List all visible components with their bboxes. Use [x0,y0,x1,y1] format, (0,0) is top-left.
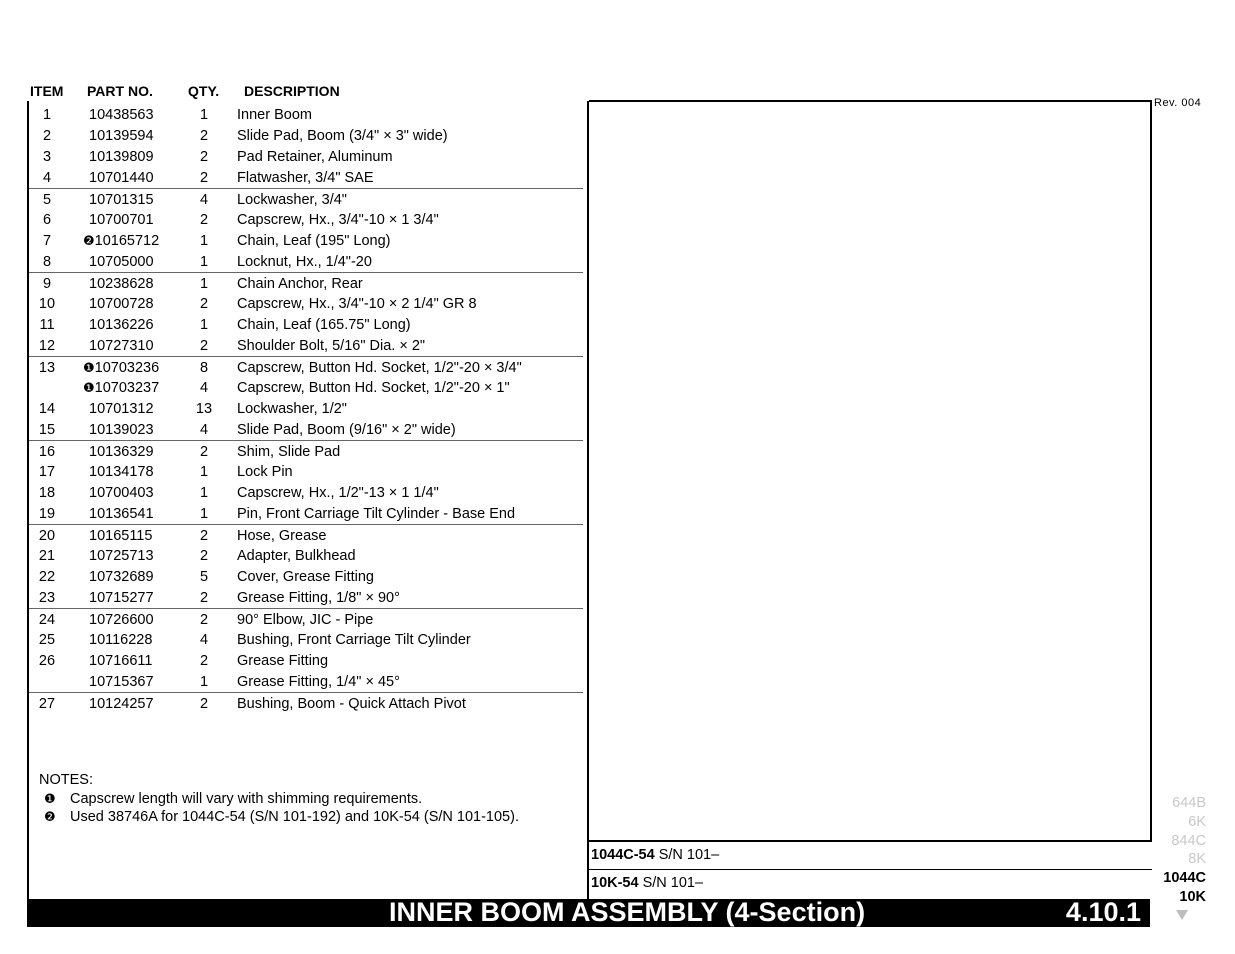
part-number: 10134178 [89,464,154,480]
item-cell: 2 [42,128,52,144]
model-6k: 6K [1188,814,1206,830]
qty-cell: 1 [199,674,209,690]
section-number: 4.10.1 [1065,897,1141,927]
table-row [29,377,583,398]
part-number-cell [89,317,154,333]
part-number-cell [89,192,154,208]
part-number-cell [89,528,152,544]
serial-divider [589,869,1152,870]
description-cell: Lockwasher, 1/2" [237,401,347,417]
note-2-text: Used 38746A for 1044C-54 (S/N 101-192) and 10K-54 (S/N 101-105). [70,809,519,825]
note-1 [44,791,422,807]
qty-cell: 1 [199,485,209,501]
item-cell: 19 [38,506,56,522]
part-number: 10116228 [89,632,153,648]
qty-cell: 1 [199,233,209,249]
part-number-cell [89,338,154,354]
description-cell: 90° Elbow, JIC - Pipe [237,612,374,628]
part-number: 10700403 [89,485,154,501]
serial-model-2: 10K-54 [591,875,639,891]
part-number-cell [89,444,154,460]
table-row [29,692,583,714]
table-row [29,545,583,566]
note-marker: ❶ [83,360,95,375]
part-number: 10165712 [94,233,160,249]
part-number: 10701315 [89,192,154,208]
serial-sn-2: S/N 101– [642,875,704,891]
item-cell: 4 [42,170,52,186]
description-cell: Slide Pad, Boom (3/4" × 3" wide) [237,128,448,144]
description-cell: Chain, Leaf (195" Long) [237,233,391,249]
qty-cell: 2 [199,528,209,544]
part-number: 10703236 [94,360,160,376]
qty-cell: 4 [199,380,209,396]
table-row [29,566,583,587]
title-bar [27,899,1150,927]
part-number: 10136329 [89,444,154,460]
part-number: 10139594 [89,128,154,144]
part-number: 10165115 [89,528,153,544]
part-number: 10703237 [94,380,160,396]
part-number: 10727310 [89,338,154,354]
description-cell: Cover, Grease Fitting [237,569,374,585]
part-number: 10732689 [89,569,154,585]
part-number: 10716611 [89,653,153,669]
item-cell: 24 [38,612,56,628]
table-row [29,188,583,210]
qty-cell: 2 [199,170,209,186]
part-number-cell [89,569,154,585]
part-number-cell [89,653,152,669]
part-number: 10238628 [89,276,154,292]
illustration-area [589,100,1152,842]
item-cell: 26 [38,653,56,669]
part-number: 10700728 [89,296,154,312]
serial-row-1 [591,847,1152,863]
item-cell: 18 [38,485,56,501]
part-number-cell [89,612,154,628]
table-row [29,167,583,188]
description-cell: Hose, Grease [237,528,327,544]
qty-cell: 1 [199,506,209,522]
item-cell: 7 [42,233,52,249]
part-number: 10701440 [89,170,154,186]
note-2 [44,809,519,825]
part-number-cell [83,233,159,249]
item-cell: 14 [38,401,56,417]
part-number-cell [89,254,154,270]
part-number-cell [89,674,154,690]
qty-cell: 1 [199,254,209,270]
item-cell: 27 [38,696,56,712]
description-cell: Capscrew, Button Hd. Socket, 1/2"-20 × 3/4" [237,360,522,376]
qty-cell: 1 [199,464,209,480]
table-row [29,440,583,462]
qty-cell: 4 [199,632,209,648]
item-cell: 5 [42,192,52,208]
part-number: 10124257 [89,696,154,712]
table-row [29,356,583,378]
item-cell: 12 [38,338,56,354]
item-cell: 3 [42,149,52,165]
description-cell: Shoulder Bolt, 5/16" Dia. × 2" [237,338,426,354]
serial-model-1: 1044C-54 [591,847,655,863]
description-cell: Bushing, Front Carriage Tilt Cylinder [237,632,471,648]
qty-cell: 1 [199,107,209,123]
table-row [29,671,583,692]
description-cell: Capscrew, Hx., 3/4"-10 × 2 1/4" GR 8 [237,296,477,312]
item-cell: 16 [38,444,56,460]
part-number-cell [89,296,154,312]
part-number-cell [89,149,154,165]
note-1-marker: ❶ [44,791,56,806]
description-cell: Inner Boom [237,107,312,123]
part-number-cell [89,276,154,292]
table-row [29,272,583,294]
qty-cell: 2 [199,296,209,312]
description-cell: Capscrew, Hx., 1/2"-13 × 1 1/4" [237,485,439,501]
qty-cell: 1 [199,317,209,333]
table-row [29,251,583,272]
part-number-cell [89,170,154,186]
qty-cell: 2 [199,653,209,669]
item-cell: 23 [38,590,56,606]
part-number-cell [83,380,159,396]
qty-cell: 8 [199,360,209,376]
item-cell: 17 [38,464,56,480]
qty-cell: 5 [199,569,209,585]
description-cell: Pin, Front Carriage Tilt Cylinder - Base End [237,506,516,522]
item-cell: 25 [38,632,56,648]
down-triangle-icon[interactable] [1176,910,1188,920]
part-number-cell [89,696,154,712]
part-number: 10136226 [89,317,154,333]
part-number: 10139809 [89,149,154,165]
description-cell: Slide Pad, Boom (9/16" × 2" wide) [237,422,456,438]
item-cell: 8 [42,254,52,270]
description-cell: Chain, Leaf (165.75" Long) [237,317,411,333]
table-row [29,146,583,167]
table-row [29,293,583,314]
model-844c: 844C [1171,833,1206,849]
part-number-cell [83,360,159,376]
part-number: 10438563 [89,107,154,123]
description-cell: Capscrew, Button Hd. Socket, 1/2"-20 × 1" [237,380,510,396]
part-number-cell [89,422,154,438]
qty-cell: 2 [199,128,209,144]
note-marker: ❶ [83,380,95,395]
part-number-cell [89,128,154,144]
part-number: 10725713 [89,548,154,564]
description-cell: Adapter, Bulkhead [237,548,356,564]
table-row [29,125,583,146]
table-row [29,503,583,524]
qty-cell: 13 [195,401,213,417]
item-cell: 6 [42,212,52,228]
model-8k: 8K [1188,851,1206,867]
part-number-cell [89,590,154,606]
table-row [29,650,583,671]
col-header-part-no: PART NO. [87,83,153,99]
serial-sn-1: S/N 101– [658,847,720,863]
note-2-marker: ❷ [44,809,56,824]
description-cell: Grease Fitting, 1/4" × 45° [237,674,400,690]
table-row [29,314,583,335]
item-cell: 9 [42,276,52,292]
qty-cell: 2 [199,612,209,628]
part-number: 10139023 [89,422,154,438]
part-number: 10726600 [89,612,154,628]
qty-cell: 2 [199,338,209,354]
model-644b: 644B [1172,795,1206,811]
table-row [29,629,583,650]
part-number-cell [89,548,154,564]
part-number: 10715367 [89,674,154,690]
table-row [29,335,583,356]
revision-label: Rev. 004 [1154,97,1202,109]
qty-cell: 2 [199,212,209,228]
table-row [29,608,583,630]
description-cell: Pad Retainer, Aluminum [237,149,393,165]
table-row [29,482,583,503]
col-header-qty: QTY. [188,83,220,99]
table-row [29,587,583,608]
description-cell: Grease Fitting, 1/8" × 90° [237,590,400,606]
model-10k: 10K [1179,889,1206,905]
item-cell: 13 [38,360,56,376]
qty-cell: 2 [199,444,209,460]
part-number: 10136541 [89,506,154,522]
model-1044c: 1044C [1163,870,1206,886]
qty-cell: 2 [199,696,209,712]
description-cell: Lock Pin [237,464,293,480]
part-number: 10705000 [89,254,154,270]
part-number: 10700701 [89,212,154,228]
part-number-cell [89,401,154,417]
qty-cell: 4 [199,192,209,208]
description-cell: Locknut, Hx., 1/4"-20 [237,254,372,270]
note-marker: ❷ [83,233,95,248]
item-cell: 1 [42,107,52,123]
table-row [29,419,583,440]
item-cell: 21 [38,548,56,564]
description-cell: Flatwasher, 3/4" SAE [237,170,374,186]
description-cell: Bushing, Boom - Quick Attach Pivot [237,696,466,712]
part-number: 10715277 [89,590,154,606]
description-cell: Shim, Slide Pad [237,444,341,460]
table-row [29,209,583,230]
table-row [29,461,583,482]
col-header-description: DESCRIPTION [244,83,340,99]
qty-cell: 2 [199,590,209,606]
note-1-text: Capscrew length will vary with shimming requirements. [70,791,423,807]
part-number-cell [89,485,154,501]
item-cell: 15 [38,422,56,438]
description-cell: Grease Fitting [237,653,329,669]
qty-cell: 2 [199,149,209,165]
item-cell: 22 [38,569,56,585]
col-header-item: ITEM [30,83,64,99]
part-number-cell [89,506,154,522]
part-number-cell [89,632,152,648]
qty-cell: 4 [199,422,209,438]
part-number-cell [89,464,154,480]
table-row [29,398,583,419]
part-number-cell [89,107,154,123]
table-row [29,524,583,546]
notes-heading: NOTES: [39,772,93,788]
page-title: INNER BOOM ASSEMBLY (4-Section) [389,897,866,927]
qty-cell: 2 [199,548,209,564]
item-cell: 20 [38,528,56,544]
item-cell: 10 [38,296,56,312]
description-cell: Lockwasher, 3/4" [237,192,347,208]
qty-cell: 1 [199,276,209,292]
table-row [29,230,583,251]
part-number: 10701312 [89,401,154,417]
item-cell: 11 [39,317,55,333]
table-row [29,104,583,125]
serial-row-2 [591,875,1152,891]
description-cell: Capscrew, Hx., 3/4"-10 × 1 3/4" [237,212,439,228]
part-number-cell [89,212,154,228]
description-cell: Chain Anchor, Rear [237,276,363,292]
